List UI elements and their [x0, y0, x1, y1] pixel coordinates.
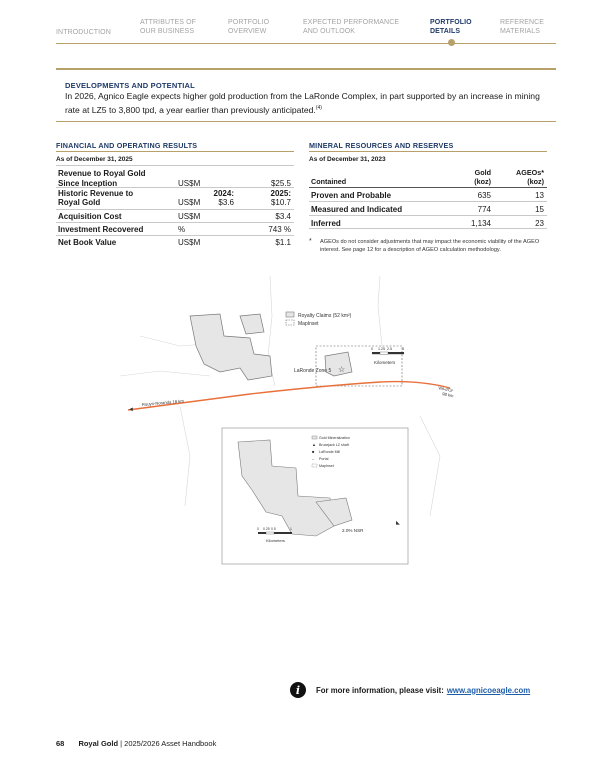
nav-portfolio-details-line2: DETAILS [430, 28, 461, 35]
footer-doc-title: 2025/2026 Asset Handbook [124, 739, 217, 748]
inset-legend-item: Gold Mineralization [319, 436, 350, 440]
agnico-eagle-link[interactable]: www.agnicoeagle.com [446, 685, 531, 695]
legend-mapinset-label: MapInset [298, 321, 319, 327]
nav-portfolio-overview[interactable] [228, 18, 269, 36]
inset-scale-segment [266, 532, 274, 534]
row-label: Inferred [311, 219, 341, 228]
site-label: LaRonde Zone 5 [294, 368, 332, 374]
table-row [309, 201, 547, 215]
table-row [56, 187, 294, 198]
table-row [56, 235, 294, 248]
developments-body: In 2026, Agnico Eagle expects higher gold production from the LaRonde Complex, in part supported by an increase in mining rate at LZ5 to 3,800 tpd, a year earlier than previously anticipated. [65, 91, 540, 115]
more-info-text: For more information, please visit: [316, 685, 444, 695]
mineral-as-of: As of December 31, 2023 [309, 156, 386, 163]
row-value: $25.5 [270, 179, 291, 188]
financial-title: FINANCIAL AND OPERATING RESULTS [56, 141, 198, 150]
row-unit: US$M [178, 198, 201, 207]
row-label: Historic Revenue to [58, 189, 134, 198]
inset-royalty-label: 2.0% NSR [342, 528, 364, 533]
nav-active-indicator [448, 39, 455, 46]
row-label: Acquisition Cost [58, 212, 122, 221]
nav-introduction-label: INTRODUCTION [56, 29, 111, 36]
inset-scale-tick-0: 0 [257, 527, 259, 531]
financial-table [56, 165, 294, 248]
road-label-right-2: 98 km [441, 391, 454, 399]
table-row [56, 209, 294, 222]
table-row [56, 198, 294, 209]
nav-reference-materials[interactable] [500, 18, 544, 36]
inset-scale-segment [258, 532, 292, 534]
inset-legend-item: LaRonde Mill [319, 450, 340, 454]
row-unit: US$M [178, 212, 201, 221]
row-col-2025: 2025: [270, 189, 291, 198]
scale-tick-2: 2.5 [387, 347, 392, 351]
row-ageo: 15 [535, 205, 544, 214]
legend-royalty-label: Royalty Claims (52 km²) [298, 313, 352, 319]
inset-legend-item: MapInset [319, 464, 334, 468]
nav-portfolio-overview-line1: PORTFOLIO [228, 19, 270, 26]
row-value: $1.1 [275, 238, 291, 247]
inset-scale-unit: Kilometers [266, 538, 285, 543]
row-gold: 774 [477, 205, 491, 214]
row-col-2024: 2024: [213, 189, 234, 198]
inset-legend-item: Portal [319, 457, 329, 461]
inset-mill-icon: ■ [312, 449, 315, 454]
row-unit: % [178, 225, 186, 234]
table-row [56, 165, 294, 187]
developments-title: DEVELOPMENTS AND POTENTIAL [65, 81, 195, 90]
row-label: Net Book Value [58, 238, 117, 247]
row-label-2: Since Inception [58, 179, 118, 188]
more-info [290, 682, 530, 698]
row-ageo: 23 [535, 219, 544, 228]
legend-royalty-swatch [286, 312, 294, 317]
row-gold: 1,134 [470, 219, 491, 228]
nav-reference-materials-line2: MATERIALS [500, 28, 541, 35]
mineral-title-rule [309, 151, 547, 152]
row-unit: US$M [178, 238, 201, 247]
road-label-right-1: Val-d'Or [437, 385, 454, 394]
road-label-left: Rouyn-Noranda 18 km [141, 398, 185, 407]
financial-as-of: As of December 31, 2025 [56, 156, 133, 163]
row-value: $3.4 [275, 212, 291, 221]
row-ageo: 13 [535, 191, 544, 200]
nav-expected-performance[interactable] [303, 18, 399, 36]
footer-separator: | [118, 739, 125, 748]
inset-shaft-icon: ▲ [312, 442, 316, 447]
table-row [56, 222, 294, 235]
nav-expected-performance-line1: EXPECTED PERFORMANCE [303, 19, 400, 26]
nav-expected-performance-line2: AND OUTLOOK [303, 28, 356, 35]
page-footer [56, 739, 216, 748]
row-label: Investment Recovered [58, 225, 144, 234]
nav-introduction[interactable] [56, 28, 111, 37]
nav-divider [56, 43, 556, 44]
header-ageo: AGEOs* [516, 168, 544, 177]
header-ageo-unit: (koz) [527, 177, 544, 186]
nav-attributes-line2: OUR BUSINESS [140, 28, 195, 35]
row-value-2024: $3.6 [218, 198, 234, 207]
header-gold: Gold [474, 168, 491, 177]
nav-attributes-line1: ATTRIBUTES OF [140, 19, 197, 26]
inset-legend-swatch [312, 436, 317, 439]
nav-portfolio-details[interactable] [430, 18, 472, 36]
property-map [120, 276, 478, 566]
developments-text [65, 91, 545, 116]
row-value: 743 % [268, 225, 291, 234]
table-row [309, 187, 547, 201]
footer-brand: Royal Gold [78, 739, 119, 748]
nav-attributes[interactable] [140, 18, 196, 36]
nav-portfolio-details-line1: PORTFOLIO [430, 19, 472, 26]
inset-scale-tick-2: 0.5 [271, 527, 276, 531]
row-unit: US$M [178, 179, 201, 188]
scale-tick-1: 1.25 [378, 347, 385, 351]
nav-portfolio-overview-line2: OVERVIEW [228, 28, 267, 35]
scale-tick-3: 5 [402, 347, 404, 351]
table-header-row [309, 165, 547, 187]
row-label: Revenue to Royal Gold [58, 169, 146, 178]
row-label: Measured and Indicated [311, 205, 403, 214]
road-arrow-left-icon: ◄ [128, 407, 134, 413]
inset-scale-tick-1: 0.25 [263, 527, 270, 531]
scale-bar-segment [380, 352, 388, 354]
financial-title-rule [56, 151, 294, 152]
inset-portal-icon: – [312, 456, 315, 461]
inset-shaft-marker-icon: ◣ [396, 520, 400, 526]
header-gold-unit: (koz) [474, 177, 491, 186]
footnote-marker: * [309, 238, 312, 245]
scale-unit: Kilometers [374, 360, 396, 365]
row-value-2025: $10.7 [270, 198, 291, 207]
inset-legend-item: Brucejack LZ shaft [319, 443, 349, 447]
info-icon: i [290, 682, 306, 698]
row-label: Proven and Probable [311, 191, 392, 200]
developments-footnote-ref: (4) [315, 104, 322, 111]
header-contained: Contained [311, 177, 347, 186]
scale-tick-0: 0 [371, 347, 373, 351]
nav-reference-materials-line1: REFERENCE [500, 19, 545, 26]
inset-scale-tick-3: 1 [290, 527, 292, 531]
page-number: 68 [56, 739, 65, 748]
footnote-text: AGEOs do not consider adjustments that may impact the economic viability of the AGEO interest. See page 12 for a description of AGEO calculation methodology. [320, 239, 540, 253]
mineral-title: MINERAL RESOURCES AND RESERVES [309, 141, 454, 150]
row-gold: 635 [477, 191, 491, 200]
mineral-table [309, 165, 547, 229]
table-row [309, 215, 547, 229]
site-star-icon: ☆ [338, 365, 346, 374]
row-label: Royal Gold [58, 198, 101, 207]
